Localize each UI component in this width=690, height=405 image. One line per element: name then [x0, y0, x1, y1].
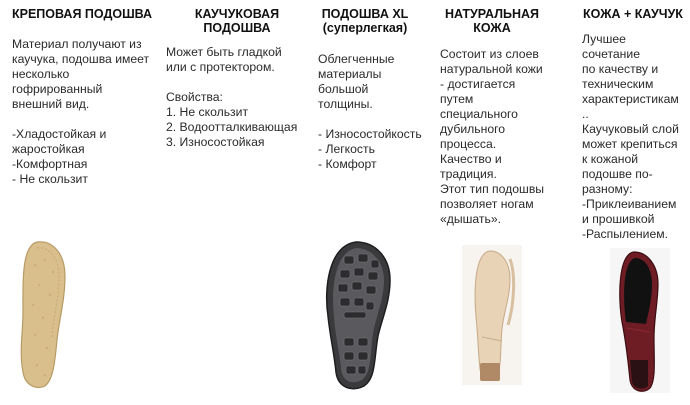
text-line: путем: [440, 92, 474, 106]
title-line: КОЖА: [473, 21, 511, 35]
crepe-sole-shoe-image: [15, 240, 75, 390]
text-line: 2. Водоотталкивающая: [166, 120, 298, 134]
text-line: - Легкость: [318, 142, 375, 156]
text-line: сочетание: [582, 47, 641, 61]
column-description: [166, 45, 297, 150]
title-line: НАТУРАЛЬНАЯ: [444, 7, 540, 21]
text-line: «дышать».: [440, 212, 502, 226]
text-line: материалы: [318, 67, 382, 81]
text-line: жаростойкая: [12, 142, 85, 156]
column-crepe-sole: [0, 0, 153, 405]
text-line: Лучшее: [582, 32, 626, 46]
text-line: [12, 112, 149, 127]
text-line: к кожаной: [582, 152, 639, 166]
text-line: - Не скользит: [12, 172, 88, 186]
column-xl-sole: [300, 0, 430, 405]
text-line: характеристикам: [582, 92, 679, 106]
text-line: дубильного: [440, 122, 506, 136]
text-line: ..: [582, 107, 589, 121]
title-line: ПОДОШВА XL: [321, 7, 409, 21]
column-description: [582, 32, 679, 242]
text-line: Может быть гладкой: [166, 45, 282, 59]
text-line: может крепиться: [582, 137, 678, 151]
text-line: Состоит из слоев: [440, 47, 539, 61]
text-line: каучука, подошва имеет: [12, 52, 150, 66]
text-line: позволяет ногам: [440, 197, 534, 211]
text-line: и прошивкой: [582, 212, 655, 226]
text-line: натуральной кожи: [440, 62, 543, 76]
title-line: (суперлегкая): [322, 21, 408, 35]
text-line: [166, 75, 297, 90]
title-line: КАУЧУКОВАЯ: [194, 7, 280, 21]
leather-sole-shoe-image: [462, 245, 522, 385]
text-line: разному:: [582, 182, 633, 196]
text-line: специального: [440, 107, 518, 121]
text-line: большой: [318, 82, 369, 96]
column-description: [440, 47, 544, 227]
text-line: Материал получают из: [12, 37, 142, 51]
text-line: Каучуковый слой: [582, 122, 679, 136]
text-line: - достигается: [440, 77, 516, 91]
text-line: техническим: [582, 77, 654, 91]
column-description: [12, 37, 149, 187]
text-line: или с протектором.: [166, 60, 275, 74]
text-line: толщины.: [318, 97, 373, 111]
column-title: [583, 7, 683, 21]
text-line: подошве по-: [582, 167, 653, 181]
column-title: [310, 7, 420, 35]
column-leather-rubber: [570, 0, 690, 405]
column-rubber-sole: [160, 0, 310, 405]
text-line: -Комфортная: [12, 157, 88, 171]
text-line: Свойства:: [166, 90, 223, 104]
title-line: КОЖА + КАУЧУК: [583, 7, 683, 21]
column-title: [437, 7, 547, 35]
column-title: [172, 7, 302, 35]
text-line: -Хладостойкая и: [12, 127, 107, 141]
column-title: [12, 7, 152, 21]
title-line: ПОДОШВА: [203, 21, 271, 35]
text-line: 3. Износостойкая: [166, 135, 265, 149]
text-line: -Распылением.: [582, 227, 668, 241]
leather-rubber-sole-shoe-image: [610, 248, 670, 393]
text-line: - Износостойкость: [318, 127, 422, 141]
text-line: внешний вид.: [12, 97, 90, 111]
text-line: гофрированный: [12, 82, 103, 96]
text-line: 1. Не скользит: [166, 105, 249, 119]
title-line: КРЕПОВАЯ ПОДОШВА: [12, 7, 153, 21]
xl-lug-sole-shoe-image: [318, 240, 398, 390]
text-line: несколько: [12, 67, 70, 81]
text-line: Этот тип подошвы: [440, 182, 545, 196]
column-description: [318, 52, 422, 172]
column-natural-leather: [432, 0, 562, 405]
text-line: -Приклеиванием: [582, 197, 677, 211]
text-line: традиция.: [440, 167, 497, 181]
text-line: Качество и: [440, 152, 502, 166]
text-line: Облегченные: [318, 52, 395, 66]
text-line: - Комфорт: [318, 157, 377, 171]
text-line: по качеству и: [582, 62, 659, 76]
text-line: [318, 112, 422, 127]
text-line: процесса.: [440, 137, 497, 151]
